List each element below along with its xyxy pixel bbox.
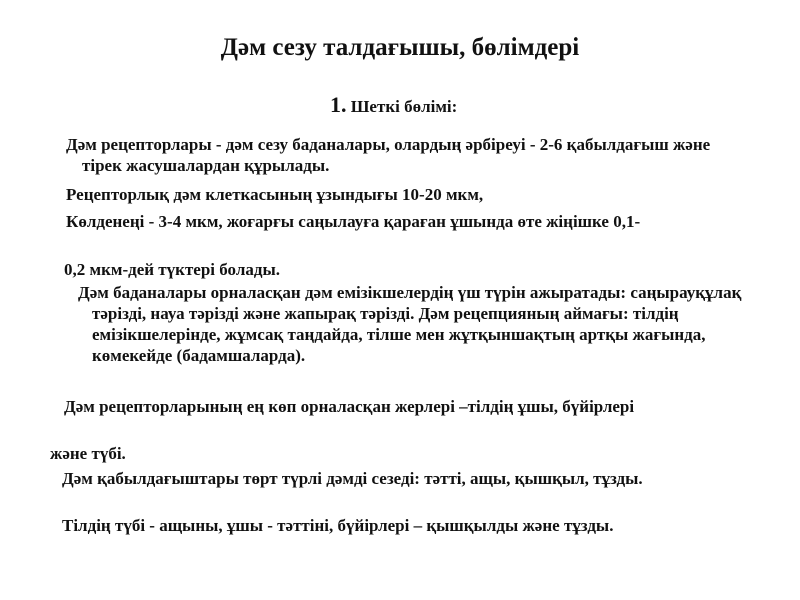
paragraph-tastes: Дәм қабылдағыштары төрт түрлі дәмді сезеді: тәтті, ащы, қышқыл, тұзды. xyxy=(62,469,643,488)
paragraph-length: Рецепторлық дәм клеткасының ұзындығы 10-20 мкм, xyxy=(66,185,484,204)
paragraph-width: Көлденеңі - 3-4 мкм, жоғарғы саңылауға қараған ұшында өте жіңішке 0,1- xyxy=(66,212,641,231)
paragraph-root: және түбі. xyxy=(50,444,126,463)
paragraph-locations: Дәм рецепторларының ең көп орналасқан жерлері –тілдің ұшы, бүйірлері xyxy=(64,397,635,416)
paragraph-tongue-zones: Тілдің түбі - ащыны, ұшы - тәттіні, бүйірлері – қышқылды және тұзды. xyxy=(62,516,614,535)
slide-title: Дәм сезу талдағышы, бөлімдері xyxy=(220,34,580,61)
section-heading xyxy=(330,92,457,118)
section-number: 1. xyxy=(330,92,347,117)
paragraph-papillae: Дәм баданалары орналасқан дәм емізікшелердің үш түрін ажыратады: саңырауқұлақ тәрізді, науа тәрізді және жапырақ тәрізді. Дәм рецепцияның аймағы: тілдің емізікшелерінде, жұмсақ таңдайда, тілше мен жұтқыншақтың артқы жағында, көмекейде (бадамшаларда). xyxy=(78,283,742,365)
paragraph-hairs: 0,2 мкм-дей түктері болады. xyxy=(64,260,280,279)
paragraph-receptors: Дәм рецепторлары - дәм сезу баданалары, олардың әрбіреуі - 2-6 қабылдағыш және тірек жасушалардан құрылады. xyxy=(66,135,711,175)
section-label: Шеткі бөлімі: xyxy=(350,97,458,116)
